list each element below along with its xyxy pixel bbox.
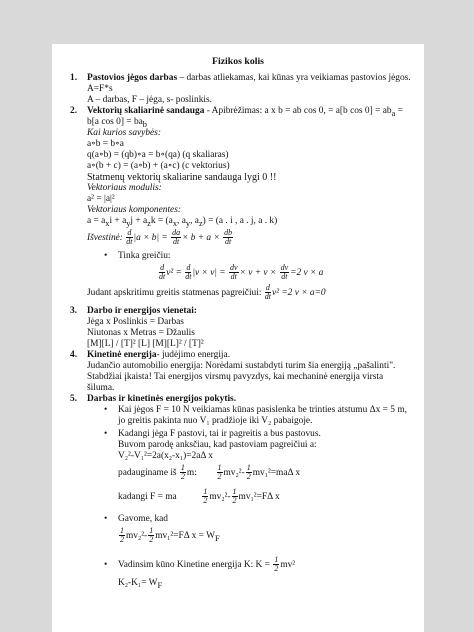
components-label: Vektoriaus komponentes: <box>87 205 181 215</box>
bullet-force-cont: jo greitis pakinta nuo V₁ pradžioje iki V₂ pabaigoje. <box>118 416 313 426</box>
perpendicular-note: Statmenų vektorių skaliarine sandauga lygi 0 !! <box>87 172 277 183</box>
bullet-kinetic-energy: • Vadinsim kūno Kinetine energija K: K = $\frac{1}{2}$ mv² <box>104 554 295 576</box>
bullet-icon: • <box>104 251 108 261</box>
section-1-formula: A=F*s <box>87 84 113 94</box>
section-4-heading: 4. Kinetinė energija- judėjimo energija. <box>70 350 231 360</box>
bullet-force: • Kai jėgos F = 10 N veikiamas kūnas pasislenka be trinties atstumu Δx = 5 m, <box>104 405 407 415</box>
document-title: Fizikos kolis <box>212 56 264 67</box>
property-2: q(a∘b) = (qb)∘a = b∘(qa) (q skaliaras) <box>87 150 229 160</box>
units-line-2: Niutonas x Metras = Džaulis <box>87 328 195 338</box>
modulus-label: Vektoriaus modulis: <box>87 183 162 193</box>
document-page <box>52 44 424 632</box>
section-1-legend: A – darbas, F – jėga, s- poslinkis. <box>87 95 212 105</box>
multiply-line: padauginame iš $\frac{1}{2}$ m: $\frac{1}{2}$ mv₂²- $\frac{1}{2}$ mv₁²=maΔ x <box>118 463 301 482</box>
bullet-icon: • <box>104 429 108 439</box>
shown-earlier: Buvom parodę anksčiau, kad pastoviam pagreičiui a: <box>118 440 317 450</box>
bullet-icon: • <box>104 405 108 415</box>
units-line-3: [M][L] / [T]² [L] [M][L]² / [T]² <box>87 339 204 349</box>
units-line-1: Jėga x Poslinkis = Darbas <box>87 317 184 327</box>
result-formula: $\frac{1}{2}$ mv₂²- $\frac{1}{2}$ mv₁²=FΔ $x = W_F$ <box>120 526 220 545</box>
kinetic-line-2: Stabdžiai įkaista! Tai energijos virsmų pavyzdys, kai mechaninė energija virsta <box>87 372 384 382</box>
section-2-heading: 2. Vektorių skaliarinė sandauga - Apibrėžimas: a x b = ab cos 0, = a[b $\cos 0] = ab_a$ = <box>70 106 403 118</box>
circular-motion-note: Judant apskritimu greitis statmenas pagreičiui: $\frac{d}{dt}$ v² =2 v × a=0 <box>87 283 326 302</box>
derivative-formula: Išvestinė: $\frac{d}{dt}$ |a × b| = $\frac{da}{dt}$ × b + a × $\frac{db}{dt}$ <box>87 228 233 247</box>
kinetic-line-1: Judančio automobilio energija: Norėdami sustabdyti turim šia energiją „pašalinti". <box>87 361 396 371</box>
bullet-result: • Gavome, kad <box>104 514 168 524</box>
kinetic-line-3: šiluma. <box>87 383 115 393</box>
work-energy-result: $K_2-K_1= W_F$ <box>118 578 163 590</box>
section-1-heading: 1. Pastovios jėgos darbas – darbas atliekamas, kai kūnas yra veikiamas pastovios jėgos. <box>70 73 411 83</box>
bullet-constant-force: • Kadangi jėga F pastovi, tai ir pagreitis a bus pastovus. <box>104 429 321 439</box>
section-3-heading: 3. Darbo ir energijos vienetai: <box>70 306 197 316</box>
bullet-icon: • <box>104 560 108 570</box>
property-1: a∘b = b∘a <box>87 139 124 149</box>
since-f-ma-line: kadangi F = ma $\frac{1}{2}$ mv₂²- $\frac{1}{2}$ mv₁²=FΔ x <box>118 487 280 506</box>
modulus-formula: a² = |a|² <box>87 194 115 204</box>
section-5-heading: 5. Darbas ir kinetinės energijos pokytis. <box>70 394 237 404</box>
velocity-bullet: • Tinka greičiu: <box>104 251 171 261</box>
kinematic-eq: V₂²-V₁²=2a(x₂-x₁)=2aΔ x <box>118 451 213 461</box>
properties-label: Kai kurios savybės: <box>87 128 161 138</box>
section-2-line-1: b[a $\cos 0] = ba_b$ <box>87 117 147 129</box>
property-3: a∘(b + c) = (a∘b) + (a∘c) (c vektorius) <box>87 161 230 171</box>
bullet-icon: • <box>104 514 108 524</box>
components-formula: $a = a_xi + a_yj + a_zk = (a_x$, $a_y$, $a_z) = (a$ . i , a . j, a . k) <box>87 216 278 228</box>
velocity-formula: $\frac{d}{dt}$ v² = $\frac{d}{dt}$ |v × v| = $\frac{dv}{dt}$ × v + v × $\frac{dv}{dt}$ =2 v × a <box>159 263 324 282</box>
